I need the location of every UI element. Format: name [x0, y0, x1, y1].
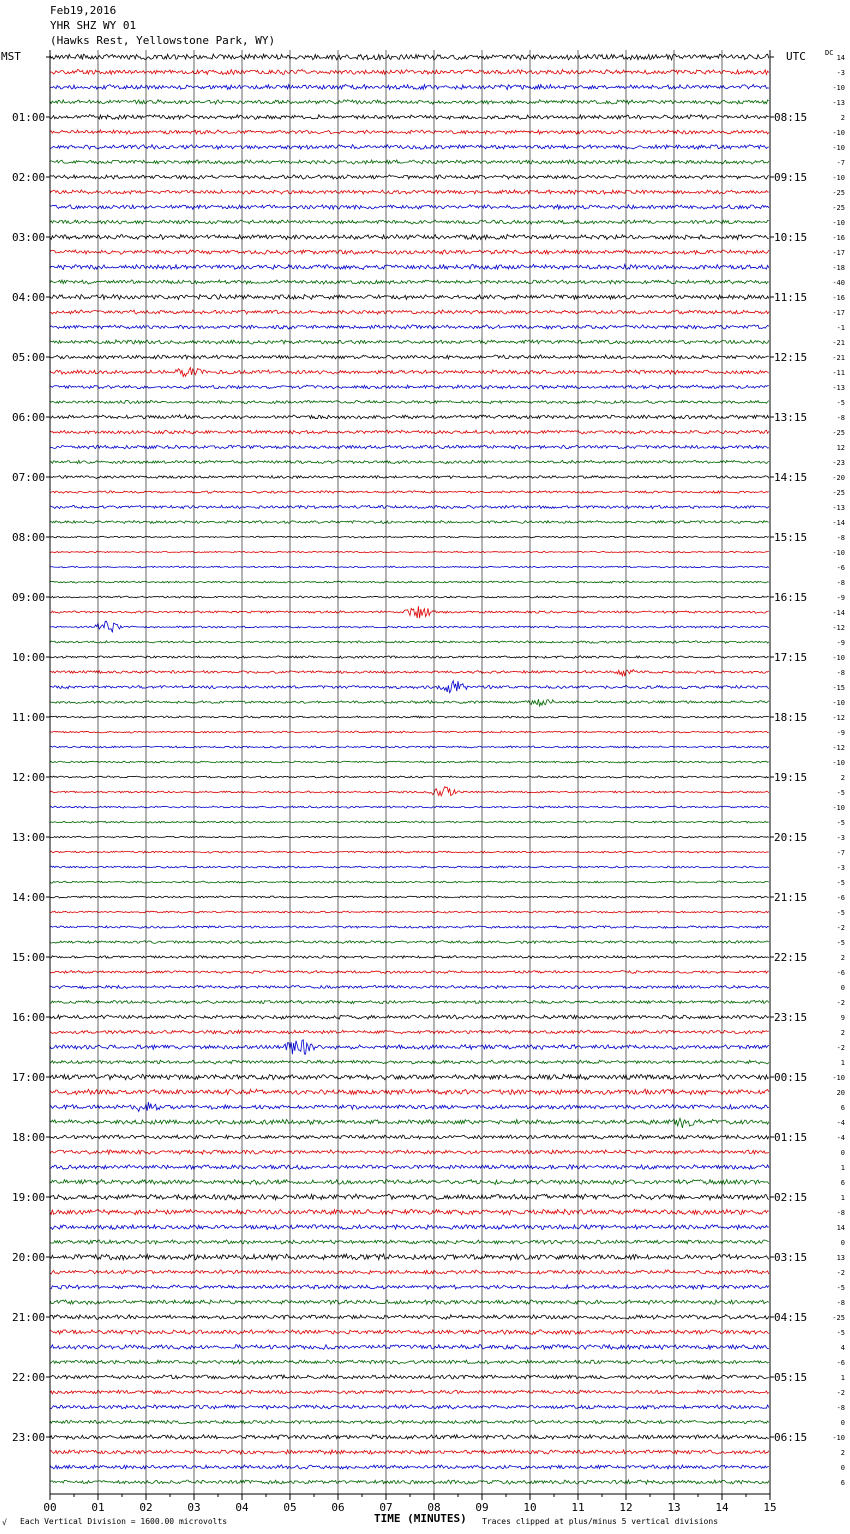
trace-line-28 — [50, 476, 769, 479]
right-hour-label: 02:15 — [774, 1191, 808, 1204]
dc-offset-label: 14 — [836, 54, 845, 62]
station-code: YHR SHZ WY 01 — [50, 19, 137, 32]
trace-line-0 — [50, 54, 769, 60]
dc-offset-label: -1 — [836, 324, 845, 332]
left-hour-label: 19:00 — [12, 1191, 46, 1204]
trace-line-37 — [50, 606, 769, 618]
trace-line-73 — [50, 1150, 769, 1154]
dc-offset-label: -8 — [836, 669, 845, 677]
trace-line-68 — [50, 1074, 769, 1079]
dc-offset-label: 0 — [840, 1419, 845, 1427]
trace-line-59 — [50, 941, 769, 944]
trace-line-36 — [50, 596, 769, 598]
left-hour-label: 18:00 — [12, 1131, 46, 1144]
left-hour-label: 23:00 — [12, 1431, 46, 1444]
dc-offset-label: 1 — [840, 1194, 845, 1202]
trace-line-79 — [50, 1240, 769, 1244]
trace-line-74 — [50, 1165, 769, 1170]
trace-line-54 — [50, 866, 769, 868]
left-hour-label: 16:00 — [12, 1011, 46, 1024]
left-hour-label: 05:00 — [12, 351, 46, 364]
trace-line-77 — [50, 1209, 769, 1214]
dc-offset-label: -7 — [836, 849, 845, 857]
dc-offset-label: -10 — [832, 1434, 845, 1442]
trace-line-20 — [50, 355, 769, 359]
dc-offset-label: -8 — [836, 1404, 845, 1412]
trace-line-27 — [50, 460, 769, 463]
left-hour-label: 17:00 — [12, 1071, 46, 1084]
trace-line-78 — [50, 1225, 769, 1230]
left-hour-label: 06:00 — [12, 411, 46, 424]
trace-line-63 — [50, 1000, 769, 1003]
trace-line-15 — [50, 280, 769, 284]
x-tick-label: 11 — [571, 1501, 585, 1514]
left-hour-label: 04:00 — [12, 291, 46, 304]
dc-offset-label: -21 — [832, 354, 845, 362]
trace-line-4 — [50, 115, 769, 120]
trace-line-7 — [50, 160, 769, 164]
station-location: (Hawks Rest, Yellowstone Park, WY) — [50, 34, 276, 47]
trace-line-10 — [50, 205, 769, 210]
dc-offset-label: -23 — [832, 459, 845, 467]
dc-offset-label: -13 — [832, 384, 845, 392]
dc-offset-label: -6 — [836, 1359, 845, 1367]
trace-line-55 — [50, 881, 769, 883]
dc-offset-label: -25 — [832, 429, 845, 437]
trace-line-60 — [50, 956, 769, 959]
dc-offset-label: -8 — [836, 414, 845, 422]
x-tick-label: 08 — [427, 1501, 441, 1514]
dc-offset-label: -11 — [832, 369, 845, 377]
dc-offset-label: -3 — [836, 834, 845, 842]
x-tick-label: 05 — [283, 1501, 297, 1514]
right-hour-label: 09:15 — [774, 171, 808, 184]
right-hour-label: 18:15 — [774, 711, 808, 724]
trace-line-61 — [50, 971, 769, 974]
dc-offset-label: 20 — [836, 1089, 845, 1097]
clip-note: Traces clipped at plus/minus 5 vertical divisions — [482, 1517, 719, 1526]
right-hour-label: 00:15 — [774, 1071, 808, 1084]
dc-offset-label: -9 — [836, 594, 845, 602]
dc-offset-label: -8 — [836, 1209, 845, 1217]
trace-line-52 — [50, 836, 769, 838]
dc-offset-label: 9 — [840, 1014, 845, 1022]
x-tick-label: 01 — [91, 1501, 105, 1514]
trace-line-34 — [50, 566, 769, 568]
trace-line-40 — [50, 656, 769, 658]
dc-offset-label: -5 — [836, 819, 845, 827]
dc-offset-label: 1 — [840, 1059, 845, 1067]
trace-line-84 — [50, 1315, 769, 1320]
trace-line-49 — [50, 787, 769, 796]
trace-line-29 — [50, 491, 769, 494]
trace-line-8 — [50, 175, 769, 179]
left-hour-label: 11:00 — [12, 711, 46, 724]
dc-offset-label: -10 — [832, 759, 845, 767]
dc-offset-label: -40 — [832, 279, 845, 287]
left-hour-label: 15:00 — [12, 951, 46, 964]
dc-offset-label: 6 — [840, 1104, 845, 1112]
trace-line-69 — [50, 1089, 769, 1094]
right-hour-label: 14:15 — [774, 471, 808, 484]
left-hour-label: 08:00 — [12, 531, 46, 544]
dc-offset-label: -25 — [832, 1314, 845, 1322]
scale-note: Each Vertical Division = 1600.00 microvolts — [20, 1517, 228, 1526]
trace-line-71 — [50, 1118, 769, 1128]
left-hour-label: 07:00 — [12, 471, 46, 484]
trace-line-9 — [50, 190, 769, 194]
dc-offset-label: -9 — [836, 639, 845, 647]
trace-line-25 — [50, 430, 769, 434]
trace-line-30 — [50, 505, 769, 508]
dc-offset-label: -10 — [832, 549, 845, 557]
left-hour-label: 10:00 — [12, 651, 46, 664]
trace-line-51 — [50, 821, 769, 823]
dc-offset-label: -10 — [832, 129, 845, 137]
left-hour-label: 01:00 — [12, 111, 46, 124]
dc-offset-label: -17 — [832, 309, 845, 317]
dc-offset-title: DC — [825, 49, 834, 57]
right-hour-label: 19:15 — [774, 771, 808, 784]
dc-offset-label: -5 — [836, 1329, 845, 1337]
trace-line-88 — [50, 1375, 769, 1379]
trace-line-80 — [50, 1254, 769, 1260]
dc-offset-label: -10 — [832, 804, 845, 812]
trace-line-1 — [50, 69, 769, 74]
dc-offset-label: -7 — [836, 159, 845, 167]
chart-date: Feb19,2016 — [50, 4, 117, 17]
dc-offset-label: -15 — [832, 684, 845, 692]
x-tick-label: 10 — [523, 1501, 537, 1514]
dc-offset-label: -5 — [836, 879, 845, 887]
dc-offset-label: -2 — [836, 1044, 845, 1052]
dc-offset-label: 2 — [840, 954, 845, 962]
trace-line-67 — [50, 1060, 769, 1064]
dc-offset-label: -14 — [832, 519, 845, 527]
trace-line-26 — [50, 445, 769, 449]
trace-line-44 — [50, 716, 769, 718]
right-hour-label: 11:15 — [774, 291, 808, 304]
trace-line-65 — [50, 1030, 769, 1034]
dc-offset-label: -3 — [836, 69, 845, 77]
dc-offset-label: -3 — [836, 864, 845, 872]
trace-line-70 — [50, 1102, 769, 1111]
trace-line-56 — [50, 896, 769, 898]
x-tick-label: 03 — [187, 1501, 201, 1514]
right-hour-label: 12:15 — [774, 351, 808, 364]
dc-offset-label: 12 — [836, 444, 845, 452]
dc-offset-label: -6 — [836, 564, 845, 572]
dc-offset-label: -8 — [836, 1299, 845, 1307]
dc-offset-label: -6 — [836, 894, 845, 902]
dc-offset-label: -2 — [836, 1389, 845, 1397]
right-hour-label: 23:15 — [774, 1011, 808, 1024]
dc-offset-label: -21 — [832, 339, 845, 347]
left-hour-label: 14:00 — [12, 891, 46, 904]
right-hour-label: 21:15 — [774, 891, 808, 904]
trace-group — [50, 54, 769, 1484]
trace-line-17 — [50, 310, 769, 314]
left-hour-label: 20:00 — [12, 1251, 46, 1264]
x-tick-label: 06 — [331, 1501, 345, 1514]
trace-line-42 — [50, 681, 769, 693]
dc-offset-label: -14 — [832, 609, 845, 617]
dc-offset-label: -5 — [836, 399, 845, 407]
x-tick-label: 14 — [715, 1501, 729, 1514]
dc-offset-label: -9 — [836, 729, 845, 737]
trace-line-22 — [50, 385, 769, 389]
right-axis-title: UTC — [786, 50, 806, 63]
trace-line-38 — [50, 621, 769, 632]
right-hour-label: 16:15 — [774, 591, 808, 604]
x-tick-label: 02 — [139, 1501, 153, 1514]
trace-line-76 — [50, 1194, 769, 1200]
trace-line-6 — [50, 145, 769, 150]
trace-line-2 — [50, 85, 769, 90]
trace-line-3 — [50, 100, 769, 105]
right-hour-label: 06:15 — [774, 1431, 808, 1444]
dc-offset-label: -25 — [832, 189, 845, 197]
trace-line-75 — [50, 1179, 769, 1184]
trace-line-33 — [50, 551, 769, 553]
right-hour-label: 05:15 — [774, 1371, 808, 1384]
time-axis — [43, 1494, 776, 1514]
dc-offset-label: -10 — [832, 84, 845, 92]
trace-line-12 — [50, 234, 769, 239]
dc-offset-label: 0 — [840, 1464, 845, 1472]
right-hour-label: 13:15 — [774, 411, 808, 424]
dc-offset-label: -10 — [832, 144, 845, 152]
trace-line-83 — [50, 1300, 769, 1304]
dc-offset-label: -13 — [832, 99, 845, 107]
trace-line-23 — [50, 400, 769, 403]
right-hour-label: 17:15 — [774, 651, 808, 664]
dc-offset-label: -8 — [836, 579, 845, 587]
trace-line-58 — [50, 926, 769, 929]
trace-line-21 — [50, 368, 769, 377]
right-hour-label: 08:15 — [774, 111, 808, 124]
trace-line-66 — [50, 1040, 769, 1054]
x-tick-label: 09 — [475, 1501, 489, 1514]
trace-line-91 — [50, 1420, 769, 1424]
dc-offset-label: -25 — [832, 489, 845, 497]
dc-offset-label: 14 — [836, 1224, 845, 1232]
trace-line-95 — [50, 1480, 769, 1484]
trace-line-11 — [50, 220, 769, 224]
trace-line-13 — [50, 250, 769, 255]
trace-line-24 — [50, 415, 769, 419]
right-hour-label: 04:15 — [774, 1311, 808, 1324]
x-tick-label: 07 — [379, 1501, 393, 1514]
trace-line-62 — [50, 985, 769, 988]
dc-offset-label: 2 — [840, 1029, 845, 1037]
dc-offset-label: 1 — [840, 1374, 845, 1382]
dc-offset-label: -2 — [836, 999, 845, 1007]
trace-line-64 — [50, 1015, 769, 1019]
trace-line-35 — [50, 581, 769, 583]
dc-offset-label: 0 — [840, 984, 845, 992]
dc-offset-label: -5 — [836, 909, 845, 917]
left-hour-label: 09:00 — [12, 591, 46, 604]
dc-offset-label: 4 — [840, 1344, 845, 1352]
trace-line-31 — [50, 521, 769, 524]
left-axis-title: MST — [1, 50, 21, 63]
dc-offset-label: -18 — [832, 264, 845, 272]
x-axis-title: TIME (MINUTES) — [374, 1512, 467, 1525]
trace-line-89 — [50, 1390, 769, 1394]
trace-line-45 — [50, 731, 769, 733]
dc-offset-label: -20 — [832, 474, 845, 482]
trace-line-32 — [50, 536, 769, 538]
dc-offset-label: 1 — [840, 1164, 845, 1172]
dc-offset-label: -12 — [832, 714, 845, 722]
dc-offset-label: -10 — [832, 219, 845, 227]
dc-offset-label: -5 — [836, 1284, 845, 1292]
dc-offset-label: -12 — [832, 624, 845, 632]
x-tick-label: 04 — [235, 1501, 249, 1514]
trace-line-86 — [50, 1344, 769, 1349]
dc-offset-label: -4 — [836, 1134, 845, 1142]
trace-line-53 — [50, 851, 769, 853]
right-hour-label: 22:15 — [774, 951, 808, 964]
trace-line-48 — [50, 776, 769, 778]
trace-line-90 — [50, 1405, 769, 1409]
trace-line-81 — [50, 1270, 769, 1274]
trace-line-72 — [50, 1135, 769, 1139]
minute-gridlines — [50, 50, 770, 1494]
dc-offset-label: 6 — [840, 1179, 845, 1187]
x-tick-label: 15 — [763, 1501, 777, 1514]
dc-offset-label: 0 — [840, 1239, 845, 1247]
trace-line-16 — [50, 295, 769, 300]
x-tick-label: 13 — [667, 1501, 681, 1514]
trace-line-57 — [50, 911, 769, 913]
trace-line-18 — [50, 325, 769, 329]
left-hour-label: 03:00 — [12, 231, 46, 244]
trace-line-39 — [50, 641, 769, 644]
dc-offset-label: -17 — [832, 249, 845, 257]
trace-line-93 — [50, 1450, 769, 1454]
dc-offset-label: -5 — [836, 939, 845, 947]
dc-offset-label: -5 — [836, 789, 845, 797]
trace-line-87 — [50, 1360, 769, 1364]
dc-offset-label: 2 — [840, 1449, 845, 1457]
right-hour-label: 03:15 — [774, 1251, 808, 1264]
dc-offset-label: 6 — [840, 1479, 845, 1487]
logo-mark: √ — [2, 1518, 7, 1527]
trace-line-50 — [50, 806, 769, 808]
dc-offset-label: -6 — [836, 969, 845, 977]
x-tick-label: 00 — [43, 1501, 57, 1514]
trace-line-82 — [50, 1285, 769, 1289]
dc-offset-label: 2 — [840, 774, 845, 782]
x-tick-label: 12 — [619, 1501, 633, 1514]
dc-offset-label: -10 — [832, 654, 845, 662]
dc-offset-label: 0 — [840, 1149, 845, 1157]
left-hour-label: 13:00 — [12, 831, 46, 844]
dc-offset-label: -13 — [832, 504, 845, 512]
right-hour-label: 01:15 — [774, 1131, 808, 1144]
dc-offset-label: -10 — [832, 174, 845, 182]
trace-line-46 — [50, 746, 769, 748]
dc-offset-label: -12 — [832, 744, 845, 752]
trace-line-43 — [50, 699, 769, 706]
left-hour-label: 22:00 — [12, 1371, 46, 1384]
dc-offset-label: -10 — [832, 699, 845, 707]
dc-offset-label: -16 — [832, 294, 845, 302]
dc-offset-label: 13 — [836, 1254, 845, 1262]
dc-offset-label: 2 — [840, 114, 845, 122]
left-hour-label: 12:00 — [12, 771, 46, 784]
left-hour-label: 02:00 — [12, 171, 46, 184]
dc-offset-label: -2 — [836, 924, 845, 932]
right-hour-label: 10:15 — [774, 231, 808, 244]
trace-line-5 — [50, 130, 769, 134]
dc-offset-label: -4 — [836, 1119, 845, 1127]
trace-line-41 — [50, 670, 769, 676]
dc-offset-label: -8 — [836, 534, 845, 542]
trace-line-85 — [50, 1330, 769, 1335]
dc-offset-label: -2 — [836, 1269, 845, 1277]
trace-line-14 — [50, 264, 769, 269]
left-hour-label: 21:00 — [12, 1311, 46, 1324]
right-hour-label: 20:15 — [774, 831, 808, 844]
trace-line-92 — [50, 1435, 769, 1439]
dc-offset-label: -10 — [832, 1074, 845, 1082]
dc-offset-label: -16 — [832, 234, 845, 242]
trace-line-19 — [50, 340, 769, 344]
trace-line-94 — [50, 1465, 769, 1469]
trace-line-47 — [50, 761, 769, 763]
dc-offset-label: -25 — [832, 204, 845, 212]
right-hour-label: 15:15 — [774, 531, 808, 544]
